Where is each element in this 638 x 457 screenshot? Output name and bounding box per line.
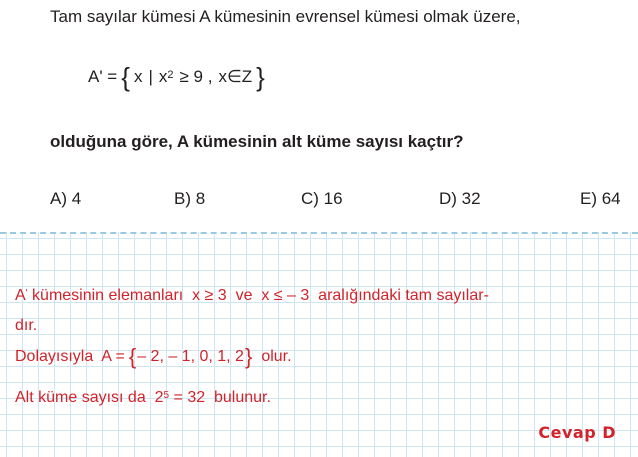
- set-open-brace: {: [121, 62, 130, 92]
- solution-line-3-prefix: Dolayısıyla A =: [15, 348, 125, 365]
- question-stem: olduğuna göre, A kümesinin alt küme sayısı kaçtır?: [50, 132, 464, 151]
- choice-d[interactable]: D) 32: [439, 189, 481, 208]
- choice-a[interactable]: A) 4: [50, 189, 82, 208]
- solution-line-1-rest: kümesinin elemanları x ≥ 3 ve x ≤ – 3 aralığındaki tam sayılar-: [27, 287, 489, 304]
- choice-e[interactable]: E) 64: [580, 189, 621, 208]
- set-definition: [88, 64, 269, 90]
- solution-line-3-suffix: olur.: [261, 348, 292, 365]
- solution-line-2-text: dır.: [15, 317, 38, 334]
- solution-line-4-suffix: = 32 bulunur.: [169, 389, 271, 406]
- set-close-brace: }: [256, 62, 265, 92]
- solution-line-4-exponent: 5: [163, 389, 170, 401]
- question-intro: Tam sayılar kümesi A kümesinin evrensel kümesi olmak üzere,: [50, 7, 521, 26]
- choice-c[interactable]: C) 16: [301, 189, 343, 208]
- solution-line-1: [15, 287, 489, 305]
- solution-line-4-prefix: Alt küme sayısı da 2: [15, 389, 164, 406]
- set-exponent: 2: [167, 69, 174, 81]
- solution-line-3-elements: – 2, – 1, 0, 1, 2: [137, 348, 244, 365]
- solution-line-4: [15, 389, 271, 407]
- solution-line-1-prefix: A: [15, 287, 26, 304]
- set-var: x: [133, 67, 143, 86]
- solution-line-1-prime: ': [25, 287, 28, 299]
- set-membership: x∈Z: [218, 67, 253, 86]
- choice-b[interactable]: B) 8: [174, 189, 206, 208]
- solution-line-3-open-brace: {: [128, 344, 137, 369]
- set-bar: |: [148, 67, 153, 86]
- answer-label: Cevap D: [538, 423, 616, 442]
- set-lhs: A' =: [88, 67, 118, 86]
- solution-line-3-close-brace: }: [244, 344, 253, 369]
- solution-line-2: [15, 317, 37, 335]
- set-condition: ≥ 9 ,: [179, 67, 213, 86]
- set-x: x: [158, 67, 168, 86]
- solution-line-3: [15, 346, 292, 368]
